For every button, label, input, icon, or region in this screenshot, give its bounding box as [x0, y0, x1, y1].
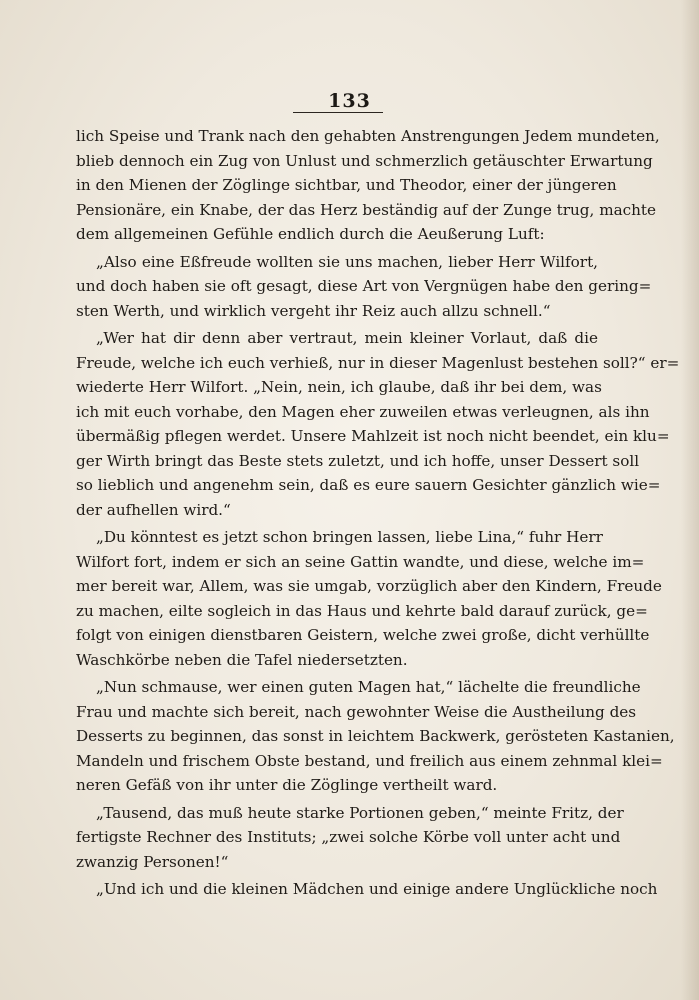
paragraph — [76, 326, 680, 522]
text-line: Freude, welche ich euch verhieß, nur in dieser Magenlust bestehen soll?“ er= — [76, 353, 680, 372]
text-line: dem allgemeinen Gefühle endlich durch die Aeußerung Luft: — [76, 225, 545, 243]
text-line: „Nun schmause, wer einen guten Magen hat,“ lächelte die freundliche — [96, 678, 641, 696]
paragraph — [76, 250, 652, 324]
text-line: „Und ich und die kleinen Mädchen und einige andere Unglückliche noch — [96, 880, 658, 898]
text-line: Desserts zu beginnen, das sonst in leichtem Backwerk, gerösteten Kastanien, — [76, 727, 675, 745]
text-line: Pensionäre, ein Knabe, der das Herz beständig auf der Zunge trug, machte — [76, 200, 657, 219]
text-line: in den Mienen der Zöglinge sichtbar, und Theodor, einer der jüngeren — [76, 176, 617, 194]
text-line: „Also eine Eßfreude wollten sie uns machen, lieber Herr Wilfort, — [96, 252, 598, 271]
text-line: zu machen, eilte sogleich in das Haus und kehrte bald darauf zurück, ge= — [76, 601, 648, 620]
text-line: neren Gefäß von ihr unter die Zöglinge vertheilt ward. — [76, 776, 498, 794]
page-edge-shadow — [681, 0, 699, 1000]
text-line: sten Werth, und wirklich vergeht ihr Reiz auch allzu schnell.“ — [76, 301, 551, 320]
text-line: „Du könntest es jetzt schon bringen lassen, liebe Lina,“ fuhr Herr — [96, 528, 603, 546]
page-number: 133 — [328, 90, 371, 112]
text-line: „Wer hat dir denn aber vertraut, mein kleiner Vorlaut, daß die — [96, 329, 598, 347]
text-line: Waschkörbe neben die Tafel niedersetzten. — [76, 650, 408, 669]
text-line: Mandeln und frischem Obste bestand, und freilich aus einem zehnmal klei= — [76, 751, 663, 770]
text-line: blieb dennoch ein Zug von Unlust und schmerzlich getäuschter Erwartung — [76, 151, 653, 170]
text-line: übermäßig pflegen werdet. Unsere Mahlzeit ist noch nicht beendet, ein klu= — [76, 427, 670, 445]
text-line: zwanzig Personen!“ — [76, 852, 229, 871]
paragraph — [76, 124, 660, 247]
text-line: der aufhellen wird.“ — [76, 500, 231, 519]
body-text — [76, 124, 680, 902]
paragraph — [76, 801, 624, 875]
text-line: so lieblich und angenehm sein, daß es eure sauern Gesichter gänzlich wie= — [76, 476, 661, 494]
paragraph — [76, 877, 658, 902]
text-line: ich mit euch vorhabe, den Magen eher zuweilen etwas verleugnen, als ihn — [76, 402, 650, 421]
text-line: wiederte Herr Wilfort. „Nein, nein, ich glaube, daß ihr bei dem, was — [76, 378, 602, 396]
paragraph — [76, 675, 675, 798]
text-line: „Tausend, das muß heute starke Portionen geben,“ meinte Fritz, der — [96, 803, 624, 822]
text-line: mer bereit war, Allem, was sie umgab, vorzüglich aber den Kindern, Freude — [76, 577, 662, 595]
text-line: Wilfort fort, indem er sich an seine Gattin wandte, und diese, welche im= — [76, 552, 645, 571]
text-line: Frau und machte sich bereit, nach gewohnter Weise die Austheilung des — [76, 702, 637, 721]
header-rule — [293, 112, 383, 113]
text-line: ger Wirth bringt das Beste stets zuletzt, und ich hoffe, unser Dessert soll — [76, 451, 640, 470]
text-line: und doch haben sie oft gesagt, diese Art von Vergnügen habe den gering= — [76, 277, 652, 295]
text-line: folgt von einigen dienstbaren Geistern, welche zwei große, dicht verhüllte — [76, 626, 650, 644]
text-line: fertigste Rechner des Instituts; „zwei solche Körbe voll unter acht und — [76, 828, 621, 846]
text-line: lich Speise und Trank nach den gehabten Anstrengungen Jedem mundeten, — [76, 127, 660, 145]
paragraph — [76, 525, 662, 672]
